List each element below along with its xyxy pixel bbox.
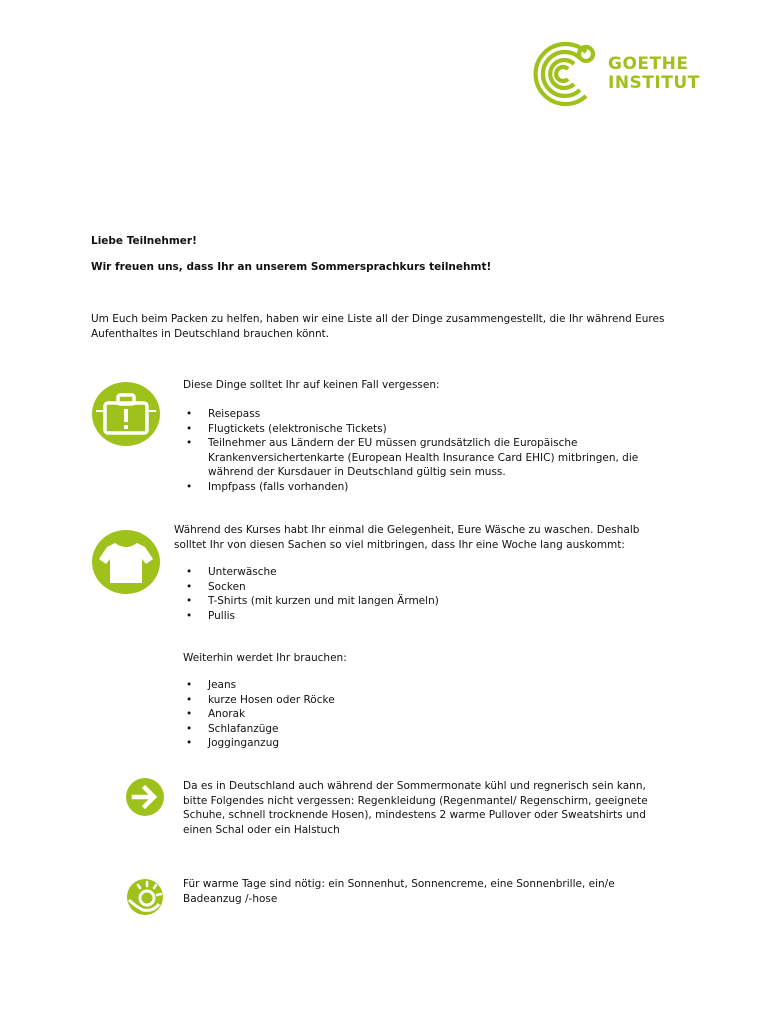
list-item: • Impfpass (falls vorhanden)	[183, 480, 658, 495]
goethe-institut-logo	[524, 40, 700, 106]
goethe-logo-mark-icon	[524, 40, 604, 106]
list-item: • Reisepass	[183, 407, 658, 422]
section-5-text: Für warme Tage sind nötig: ein Sonnenhut, Sonnencreme, eine Sonnenbrille, ein/e Badeanzug /-hose	[183, 878, 615, 905]
list-item: • Unterwäsche	[183, 565, 658, 580]
list-item: • Anorak	[183, 707, 658, 722]
tshirt-icon	[91, 529, 161, 595]
list-item: • kurze Hosen oder Röcke	[183, 693, 658, 708]
suitcase-icon	[91, 381, 161, 447]
intro-paragraph: Um Euch beim Packen zu helfen, haben wir eine Liste all der Dinge zusammengestellt, die Ihr während Eures Aufenthaltes in Deutschland brauchen könnt.	[91, 313, 665, 340]
list-item: • Jeans	[183, 678, 658, 693]
section-2-title: Während des Kurses habt Ihr einmal die Gelegenheit, Eure Wäsche zu waschen. Deshalb solltet Ihr von diesen Sachen so viel mitbringen, dass Ihr eine Woche lang auskommt:	[174, 524, 640, 551]
section-3-list	[183, 678, 658, 751]
arrow-right-icon	[125, 777, 165, 817]
list-item: • Schlafanzüge	[183, 722, 658, 737]
list-item: • Flugtickets (elektronische Tickets)	[183, 422, 658, 437]
greeting: Liebe Teilnehmer!	[91, 235, 197, 247]
section-2-list	[183, 565, 658, 623]
list-item: • Jogginganzug	[183, 736, 658, 751]
list-item: • Teilnehmer aus Ländern der EU müssen grundsätzlich die Europäische Krankenversichertenkarte (European Health Insurance Card EHIC) mitbringen, die während der Kursdauer in Deutschland gültig sein muss.	[183, 436, 658, 480]
list-item: • Pullis	[183, 609, 658, 624]
section-1-list	[183, 407, 658, 495]
welcome-text: Wir freuen uns, dass Ihr an unserem Sommersprachkurs teilnehmt!	[91, 261, 492, 273]
logo-line-1: GOETHE	[608, 54, 689, 74]
list-item: • Socken	[183, 580, 658, 595]
logo-line-2: INSTITUT	[608, 73, 700, 93]
sun-icon	[125, 876, 165, 916]
section-3-title: Weiterhin werdet Ihr brauchen:	[183, 652, 347, 664]
section-4-text: Da es in Deutschland auch während der Sommermonate kühl und regnerisch sein kann, bitte Folgendes nicht vergessen: Regenkleidung (Regenmantel/ Regenschirm, geeignete Schuhe, schnell trocknende Hosen), mindestens 2 warme Pullover oder Sweatshirts und einen Schal oder ein Halstuch	[183, 780, 648, 836]
list-item: • T-Shirts (mit kurzen und mit langen Ärmeln)	[183, 594, 658, 609]
section-1-title: Diese Dinge solltet Ihr auf keinen Fall vergessen:	[183, 379, 440, 391]
